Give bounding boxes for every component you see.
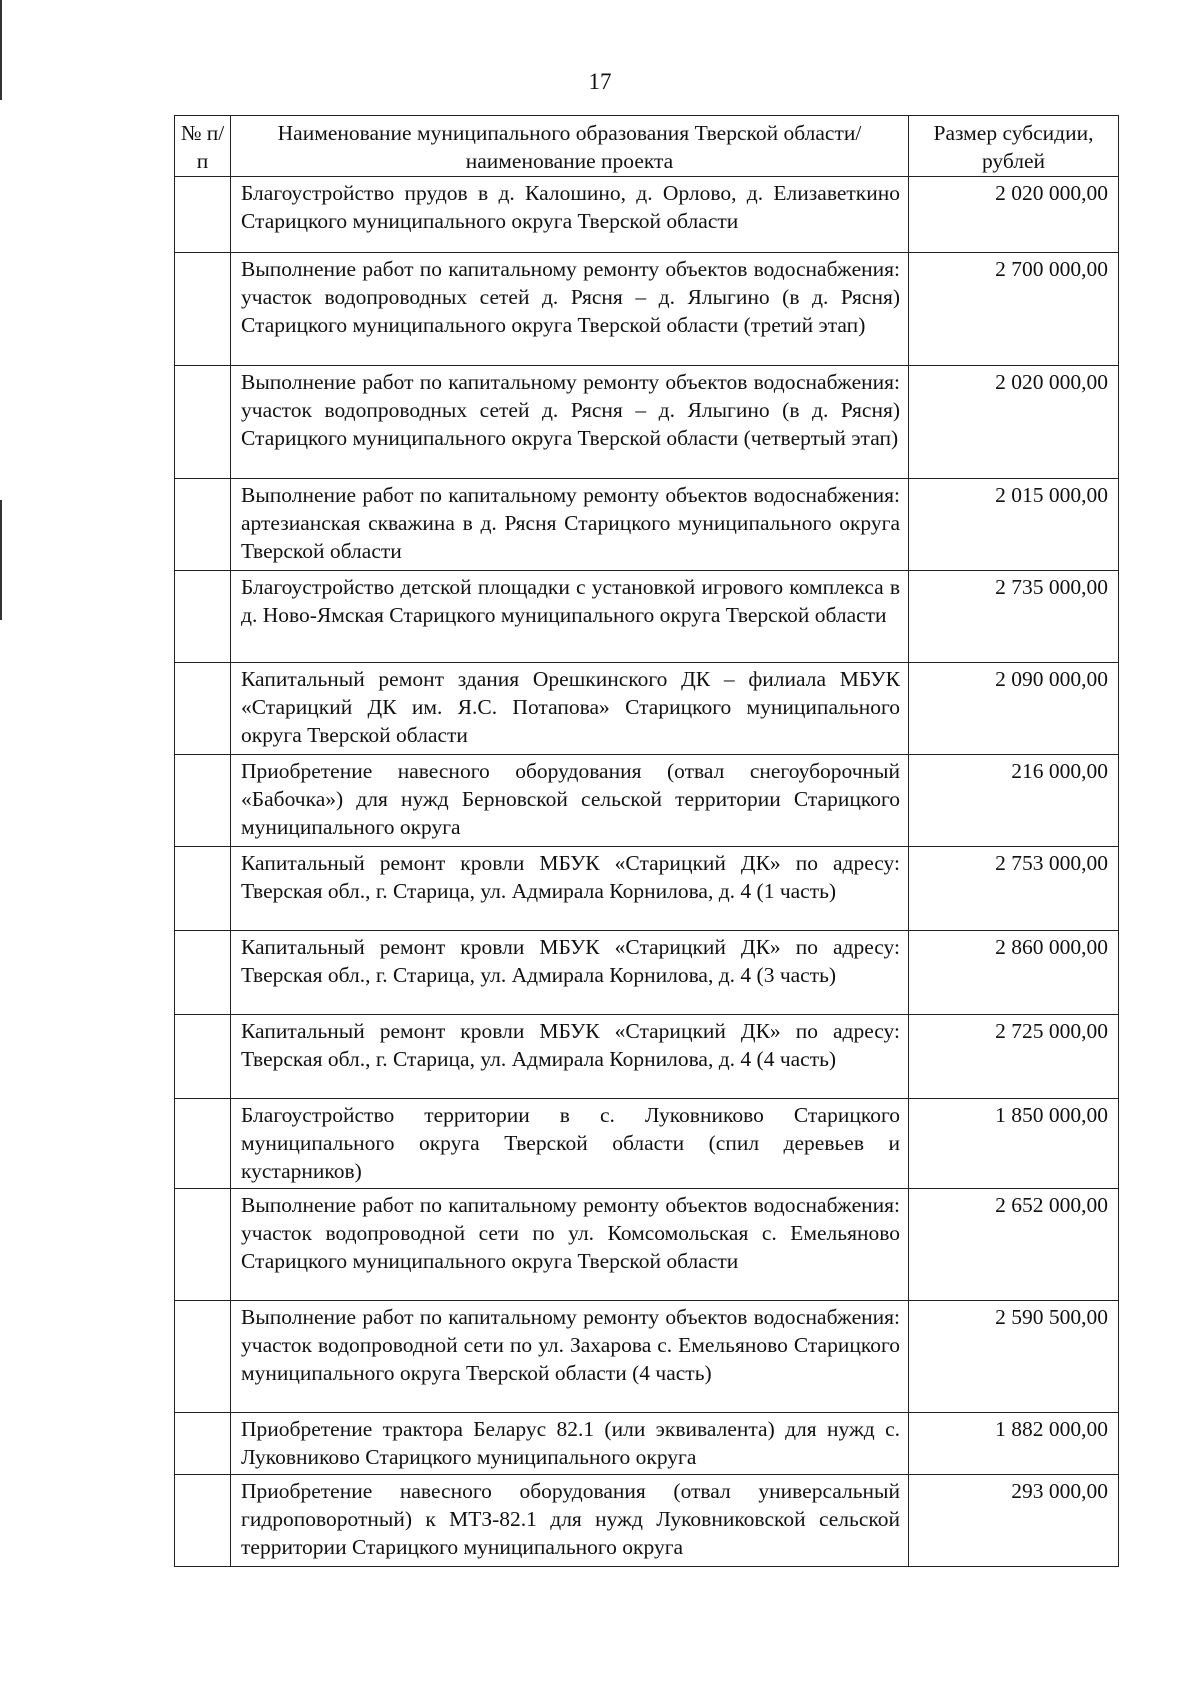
subsidy-amount: 2 753 000,00 [909, 847, 1119, 931]
row-num [175, 253, 231, 366]
project-name: Благоустройство территории в с. Луковниково Старицкого муниципального округа Тверской области (спил деревьев и кустарников) [231, 1099, 909, 1189]
table-row [175, 1301, 1119, 1413]
subsidy-amount: 293 000,00 [909, 1475, 1119, 1567]
table-row [175, 177, 1119, 253]
subsidy-amount: 2 700 000,00 [909, 253, 1119, 366]
subsidy-amount: 2 735 000,00 [909, 571, 1119, 663]
row-num [175, 1015, 231, 1099]
table-row [175, 479, 1119, 571]
project-name: Выполнение работ по капитальному ремонту объектов водоснабжения: артезианская скважина в д. Рясня Старицкого муниципального округа Тверской области [231, 479, 909, 571]
row-num [175, 847, 231, 931]
subsidy-table [174, 115, 1119, 1567]
scan-edge-mark [0, 500, 2, 620]
project-name: Приобретение трактора Беларус 82.1 (или эквивалента) для нужд с. Луковниково Старицкого муниципального округа [231, 1413, 909, 1475]
row-num [175, 1189, 231, 1301]
subsidy-amount: 1 850 000,00 [909, 1099, 1119, 1189]
project-name: Капитальный ремонт кровли МБУК «Старицкий ДК» по адресу: Тверская обл., г. Старица, ул. Адмирала Корнилова, д. 4 (3 часть) [231, 931, 909, 1015]
header-name: Наименование муниципального образования Тверской области/наименование проекта [231, 116, 909, 177]
subsidy-amount: 2 725 000,00 [909, 1015, 1119, 1099]
table-row [175, 1099, 1119, 1189]
row-num [175, 1099, 231, 1189]
table-row [175, 847, 1119, 931]
project-name: Выполнение работ по капитальному ремонту объектов водоснабжения: участок водопроводной сети по ул. Комсомольская с. Емельяново Старицкого муниципального округа Тверской области [231, 1189, 909, 1301]
table-row [175, 755, 1119, 847]
table-row [175, 571, 1119, 663]
page-number: 17 [588, 69, 612, 94]
project-name: Благоустройство детской площадки с установкой игрового комплекса в д. Ново-Ямская Старицкого муниципального округа Тверской области [231, 571, 909, 663]
subsidy-amount: 2 020 000,00 [909, 366, 1119, 479]
row-num [175, 1413, 231, 1475]
project-name: Капитальный ремонт кровли МБУК «Старицкий ДК» по адресу: Тверская обл., г. Старица, ул. Адмирала Корнилова, д. 4 (4 часть) [231, 1015, 909, 1099]
table-row [175, 1015, 1119, 1099]
project-name: Капитальный ремонт здания Орешкинского ДК – филиала МБУК «Старицкий ДК им. Я.С. Потапова» Старицкого муниципального округа Тверской области [231, 663, 909, 755]
row-num [175, 479, 231, 571]
project-name: Выполнение работ по капитальному ремонту объектов водоснабжения: участок водопроводных сетей д. Рясня – д. Ялыгино (в д. Рясня) Старицкого муниципального округа Тверской области (третий этап) [231, 253, 909, 366]
subsidy-amount: 2 015 000,00 [909, 479, 1119, 571]
table-row [175, 366, 1119, 479]
table-row [175, 663, 1119, 755]
table-row [175, 1413, 1119, 1475]
row-num [175, 1475, 231, 1567]
subsidy-amount: 1 882 000,00 [909, 1413, 1119, 1475]
project-name: Приобретение навесного оборудования (отвал снегоуборочный «Бабочка») для нужд Берновской сельской территории Старицкого муниципального округа [231, 755, 909, 847]
table-row [175, 1189, 1119, 1301]
row-num [175, 177, 231, 253]
table-row [175, 931, 1119, 1015]
row-num [175, 1301, 231, 1413]
row-num [175, 571, 231, 663]
project-name: Капитальный ремонт кровли МБУК «Старицкий ДК» по адресу: Тверская обл., г. Старица, ул. Адмирала Корнилова, д. 4 (1 часть) [231, 847, 909, 931]
subsidy-amount: 2 590 500,00 [909, 1301, 1119, 1413]
project-name: Благоустройство прудов в д. Калошино, д. Орлово, д. Елизаветкино Старицкого муниципального округа Тверской области [231, 177, 909, 253]
table-row [175, 253, 1119, 366]
row-num [175, 366, 231, 479]
subsidy-amount: 2 020 000,00 [909, 177, 1119, 253]
table-header-row [175, 116, 1119, 177]
header-amount: Размер субсидии, рублей [909, 116, 1119, 177]
project-name: Приобретение навесного оборудования (отвал универсальный гидроповоротный) к МТЗ-82.1 для нужд Луковниковской сельской территории Старицкого муниципального округа [231, 1475, 909, 1567]
subsidy-amount: 2 860 000,00 [909, 931, 1119, 1015]
table-row [175, 1475, 1119, 1567]
project-name: Выполнение работ по капитальному ремонту объектов водоснабжения: участок водопроводных сетей д. Рясня – д. Ялыгино (в д. Рясня) Старицкого муниципального округа Тверской области (четвертый этап) [231, 366, 909, 479]
row-num [175, 931, 231, 1015]
row-num [175, 663, 231, 755]
header-num: № п/п [175, 116, 231, 177]
subsidy-amount: 2 090 000,00 [909, 663, 1119, 755]
subsidy-amount: 2 652 000,00 [909, 1189, 1119, 1301]
project-name: Выполнение работ по капитальному ремонту объектов водоснабжения: участок водопроводной сети по ул. Захарова с. Емельяново Старицкого муниципального округа Тверской области (4 часть) [231, 1301, 909, 1413]
subsidy-amount: 216 000,00 [909, 755, 1119, 847]
row-num [175, 755, 231, 847]
